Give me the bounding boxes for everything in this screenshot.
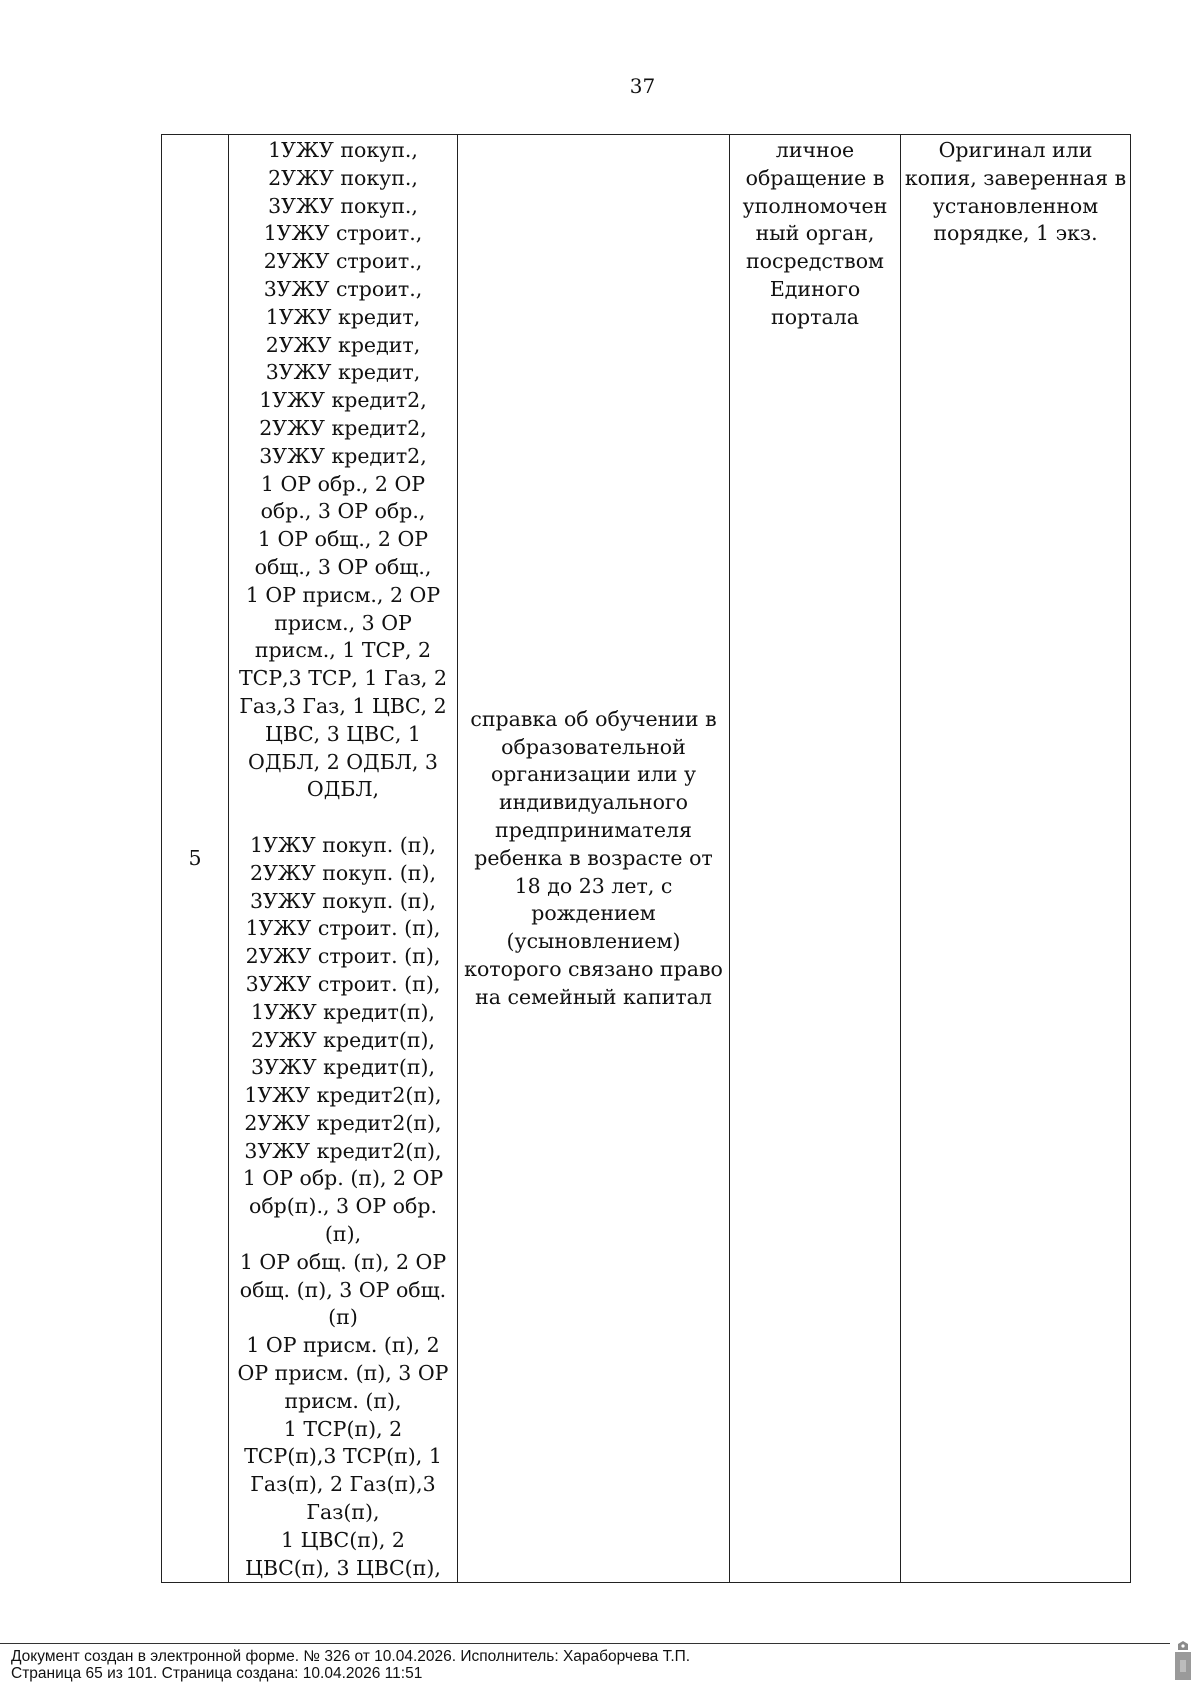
document-name-line: которого связано право bbox=[464, 957, 723, 981]
category-line: ОР присм. (п), 3 ОР bbox=[237, 1361, 449, 1386]
document-table bbox=[161, 134, 1131, 1583]
footer bbox=[11, 1648, 690, 1682]
category-line: 2УЖУ покуп. (п), bbox=[250, 860, 436, 885]
category-line: 1 ОР присм., 2 ОР bbox=[245, 582, 441, 607]
category-line: присм., 3 ОР bbox=[274, 610, 412, 635]
category-line: 3УЖУ кредит2(п), bbox=[244, 1138, 442, 1163]
footer-divider bbox=[0, 1643, 1170, 1644]
categories-cell bbox=[229, 135, 458, 1583]
category-line: 2УЖУ покуп., bbox=[268, 165, 418, 190]
category-line: 1УЖУ кредит(п), bbox=[250, 999, 436, 1024]
document-name-line: (усыновлением) bbox=[506, 929, 681, 954]
submission-method-line: обращение в bbox=[745, 165, 885, 190]
document-form-line: установленном bbox=[932, 193, 1099, 218]
category-line: присм. (п), bbox=[284, 1388, 402, 1413]
document-form-line: копия, заверенная в bbox=[904, 165, 1127, 190]
document-form-line: порядке, 1 экз. bbox=[933, 221, 1098, 246]
category-line: (п) bbox=[328, 1305, 358, 1330]
submission-method-cell bbox=[730, 135, 901, 1583]
document-name-line: на семейный капитал bbox=[475, 984, 712, 1009]
category-line: 3УЖУ строит., bbox=[263, 276, 423, 301]
row-number: 5 bbox=[188, 845, 202, 870]
category-line: 1УЖУ кредит2(п), bbox=[244, 1083, 442, 1108]
category-line: 2УЖУ строит. (п), bbox=[245, 944, 441, 969]
submission-method-line: ный орган, bbox=[755, 221, 875, 246]
category-line: ЦВС, 3 ЦВС, 1 bbox=[265, 721, 421, 746]
submission-method-line: уполномочен bbox=[742, 193, 888, 218]
document-name-line: ребенка в возрасте от bbox=[474, 845, 713, 870]
submission-method-line: Единого bbox=[769, 276, 861, 301]
page-number: 37 bbox=[629, 74, 656, 98]
table-row bbox=[162, 135, 1131, 1583]
category-line: 2УЖУ кредит, bbox=[265, 332, 421, 357]
category-line: 1УЖУ строит., bbox=[263, 221, 423, 246]
category-line: Газ,3 Газ, 1 ЦВС, 2 bbox=[239, 693, 447, 718]
document-name-line: 18 до 23 лет, с bbox=[514, 873, 673, 898]
submission-method-line: посредством bbox=[745, 249, 884, 274]
category-line: общ. (п), 3 ОР общ. bbox=[239, 1277, 447, 1302]
category-line: ЦВС(п), 3 ЦВС(п), bbox=[245, 1555, 441, 1580]
category-line: (п), bbox=[324, 1222, 362, 1247]
document-form-line: Оригинал или bbox=[938, 138, 1093, 162]
category-line: 1 ОР присм. (п), 2 bbox=[246, 1333, 440, 1358]
document-name-line: индивидуального bbox=[499, 790, 688, 815]
category-line: Газ(п), bbox=[306, 1500, 380, 1525]
document-name-line: справка об обучении в bbox=[470, 706, 717, 731]
category-line: 3УЖУ кредит, bbox=[265, 360, 421, 385]
category-line: 2УЖУ кредит2(п), bbox=[244, 1110, 442, 1135]
document-name-line: рождением bbox=[531, 901, 656, 926]
category-line: 3УЖУ покуп. (п), bbox=[250, 888, 436, 913]
document-form-cell bbox=[901, 135, 1131, 1583]
category-line: обр(п)., 3 ОР обр. bbox=[248, 1194, 437, 1219]
footer-line-2: Страница 65 из 101. Страница создана: 10.04.2026 11:51 bbox=[11, 1665, 423, 1682]
footer-line-1: Документ создан в электронной форме. № 326 от 10.04.2026. Исполнитель: Хараборчева Т.П. bbox=[11, 1648, 691, 1665]
category-line bbox=[229, 804, 457, 832]
category-line: ОДБЛ, 2 ОДБЛ, 3 bbox=[248, 749, 438, 774]
category-line: 1УЖУ кредит, bbox=[265, 304, 421, 329]
category-line: ТСР,3 ТСР, 1 Газ, 2 bbox=[238, 666, 448, 691]
row-number-cell bbox=[162, 135, 229, 1583]
category-line: общ., 3 ОР общ., bbox=[254, 554, 432, 579]
emblem-icon bbox=[1172, 1640, 1194, 1682]
category-line: 1 ОР обр., 2 ОР bbox=[260, 471, 426, 496]
category-line: 3УЖУ покуп., bbox=[268, 193, 418, 218]
document-name-line: организации или у bbox=[490, 762, 697, 787]
category-line: 1 ОР обр. (п), 2 ОР bbox=[242, 1166, 444, 1191]
category-line: ОДБЛ, bbox=[306, 777, 380, 802]
document-name-cell bbox=[458, 135, 730, 1583]
category-line: 1 ОР общ. (п), 2 ОР bbox=[239, 1249, 447, 1274]
category-line: ТСР(п),3 ТСР(п), 1 bbox=[244, 1444, 442, 1469]
document-name-line: образовательной bbox=[501, 734, 686, 759]
category-line: 2УЖУ строит., bbox=[263, 249, 423, 274]
category-line: 1 ЦВС(п), 2 bbox=[281, 1527, 405, 1552]
category-line: Газ(п), 2 Газ(п),3 bbox=[250, 1472, 436, 1497]
category-line: 3УЖУ кредит(п), bbox=[250, 1055, 436, 1080]
submission-method-line: личное bbox=[775, 138, 855, 162]
category-line: обр., 3 ОР обр., bbox=[260, 499, 426, 524]
category-line: 1УЖУ покуп., bbox=[268, 138, 418, 162]
category-line: 2УЖУ кредит(п), bbox=[250, 1027, 436, 1052]
submission-method-line: портала bbox=[771, 304, 859, 329]
category-line: 2УЖУ кредит2, bbox=[259, 415, 427, 440]
category-line: 3УЖУ строит. (п), bbox=[245, 971, 441, 996]
document-name-line: предпринимателя bbox=[495, 818, 692, 843]
category-line: 1УЖУ покуп. (п), bbox=[250, 832, 436, 857]
category-line: 1УЖУ кредит2, bbox=[259, 388, 427, 413]
category-line: присм., 1 ТСР, 2 bbox=[254, 638, 432, 663]
category-line: 3УЖУ кредит2, bbox=[259, 443, 427, 468]
category-line: 1 ТСР(п), 2 bbox=[283, 1416, 403, 1441]
category-line: 1УЖУ строит. (п), bbox=[245, 916, 441, 941]
category-line: 1 ОР общ., 2 ОР bbox=[257, 527, 429, 552]
